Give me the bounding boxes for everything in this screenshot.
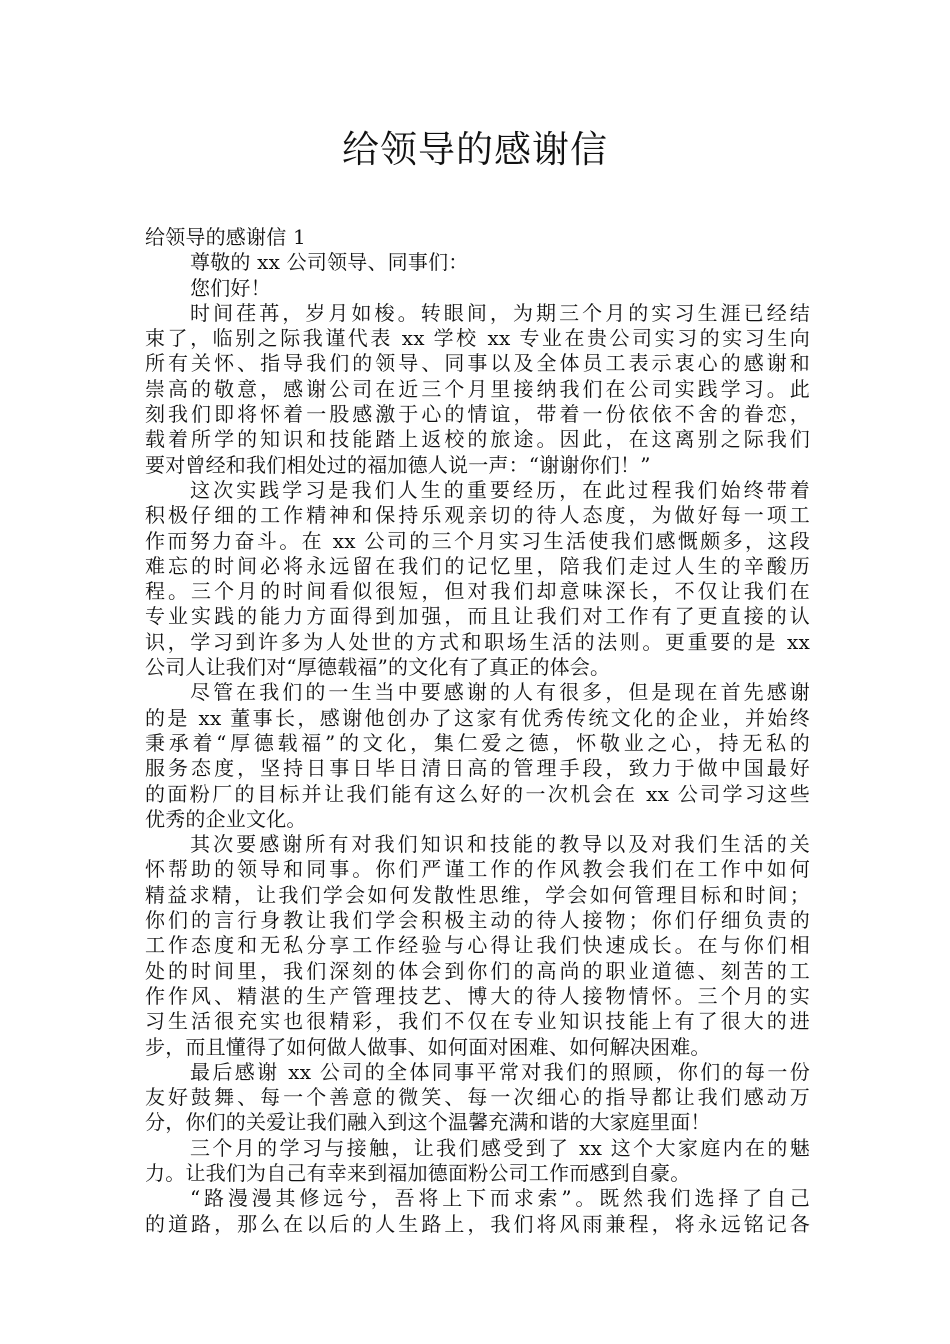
text-line: 时间荏苒，岁月如梭。转眼间，为期三个月的实习生涯已经结 (190, 300, 810, 325)
text-line: 力。让我们为自己有幸来到福加德面粉公司工作而感到自豪。 (145, 1160, 691, 1185)
text-line: 习生活很充实也很精彩，我们不仅在专业知识技能上有了很大的进 (145, 1009, 810, 1034)
text-line: 您们好！ (190, 275, 271, 300)
text-line: 友好鼓舞、每一个善意的微笑、每一次细心的指导都让我们感动万 (145, 1085, 810, 1110)
text-line: 要对曾经和我们相处过的福加德人说一声：“谢谢你们！” (145, 452, 651, 477)
text-line: 刻我们即将怀着一股感激于心的情谊，带着一份依依不舍的眷恋， (145, 402, 810, 427)
text-line: 所有关怀、指导我们的领导、同事以及全体员工表示衷心的感谢和 (145, 351, 810, 376)
text-line: 崇高的敬意，感谢公司在近三个月里接纳我们在公司实践学习。此 (145, 376, 810, 401)
text-line: 你们的言行身教让我们学会积极主动的待人接物；你们仔细负责的 (145, 908, 810, 933)
text-line: 精益求精，让我们学会如何发散性思维，学会如何管理目标和时间； (145, 882, 810, 907)
section-heading: 给领导的感谢信 1 (145, 225, 306, 249)
text-line: 束了，临别之际我谨代表 xx 学校 xx 专业在贵公司实习的实习生向 (145, 326, 810, 351)
text-line: 专业实践的能力方面得到加强，而且让我们对工作有了更直接的认 (145, 604, 810, 629)
document-title: 给领导的感谢信 (342, 128, 608, 171)
text-line: 的面粉厂的目标并让我们能有这么好的一次机会在 xx 公司学习这些 (145, 781, 810, 806)
text-line: “路漫漫其修远兮，吾将上下而求索”。既然我们选择了自己 (190, 1186, 810, 1211)
text-line: 工作态度和无私分享工作经验与心得让我们快速成长。在与你们相 (145, 933, 810, 958)
text-line: 尊敬的 xx 公司领导、同事们： (190, 250, 469, 275)
text-line: 秉承着“厚德载福”的文化，集仁爱之德，怀敬业之心，持无私的 (145, 730, 810, 755)
text-line: 服务态度，坚持日事日毕日清日高的管理手段，致力于做中国最好 (145, 756, 810, 781)
text-line: 作作风、精湛的生产管理技艺、博大的待人接物情怀。三个月的实 (145, 983, 810, 1008)
text-line: 最后感谢 xx 公司的全体同事平常对我们的照顾，你们的每一份 (190, 1059, 810, 1084)
text-line: 难忘的时间必将永远留在我们的记忆里，陪我们走过人生的辛酸历 (145, 553, 810, 578)
text-line: 三个月的学习与接触，让我们感受到了 xx 这个大家庭内在的魅 (190, 1135, 810, 1160)
text-line: 公司人让我们对“厚德载福”的文化有了真正的体会。 (145, 655, 611, 680)
text-line: 尽管在我们的一生当中要感谢的人有很多，但是现在首先感谢 (190, 680, 810, 705)
text-line: 这次实践学习是我们人生的重要经历，在此过程我们始终带着 (190, 477, 810, 502)
text-line: 其次要感谢所有对我们知识和技能的教导以及对我们生活的关 (190, 832, 810, 857)
document-body (145, 225, 810, 1237)
text-line: 分，你们的关爱让我们融入到这个温馨充满和谐的大家庭里面！ (145, 1110, 711, 1135)
text-line: 步，而且懂得了如何做人做事、如何面对困难、如何解决困难。 (145, 1034, 711, 1059)
text-line: 识，学习到许多为人处世的方式和职场生活的法则。更重要的是 xx (145, 629, 810, 654)
text-line: 优秀的企业文化。 (145, 806, 307, 831)
text-line: 处的时间里，我们深刻的体会到你们的高尚的职业道德、刻苦的工 (145, 958, 810, 983)
text-line: 怀帮助的领导和同事。你们严谨工作的作风教会我们在工作中如何 (145, 857, 810, 882)
text-line: 的道路，那么在以后的人生路上，我们将风雨兼程，将永远铭记各 (145, 1211, 810, 1236)
text-line: 作而努力奋斗。在 xx 公司的三个月实习生活使我们感慨颇多，这段 (145, 528, 810, 553)
text-line: 积极仔细的工作精神和保持乐观亲切的待人态度，为做好每一项工 (145, 503, 810, 528)
text-line: 程。三个月的时间看似很短，但对我们却意味深长，不仅让我们在 (145, 579, 810, 604)
text-line: 的是 xx 董事长，感谢他创办了这家有优秀传统文化的企业，并始终 (145, 705, 810, 730)
text-line: 载着所学的知识和技能踏上返校的旅途。因此，在这离别之际我们 (145, 427, 810, 452)
